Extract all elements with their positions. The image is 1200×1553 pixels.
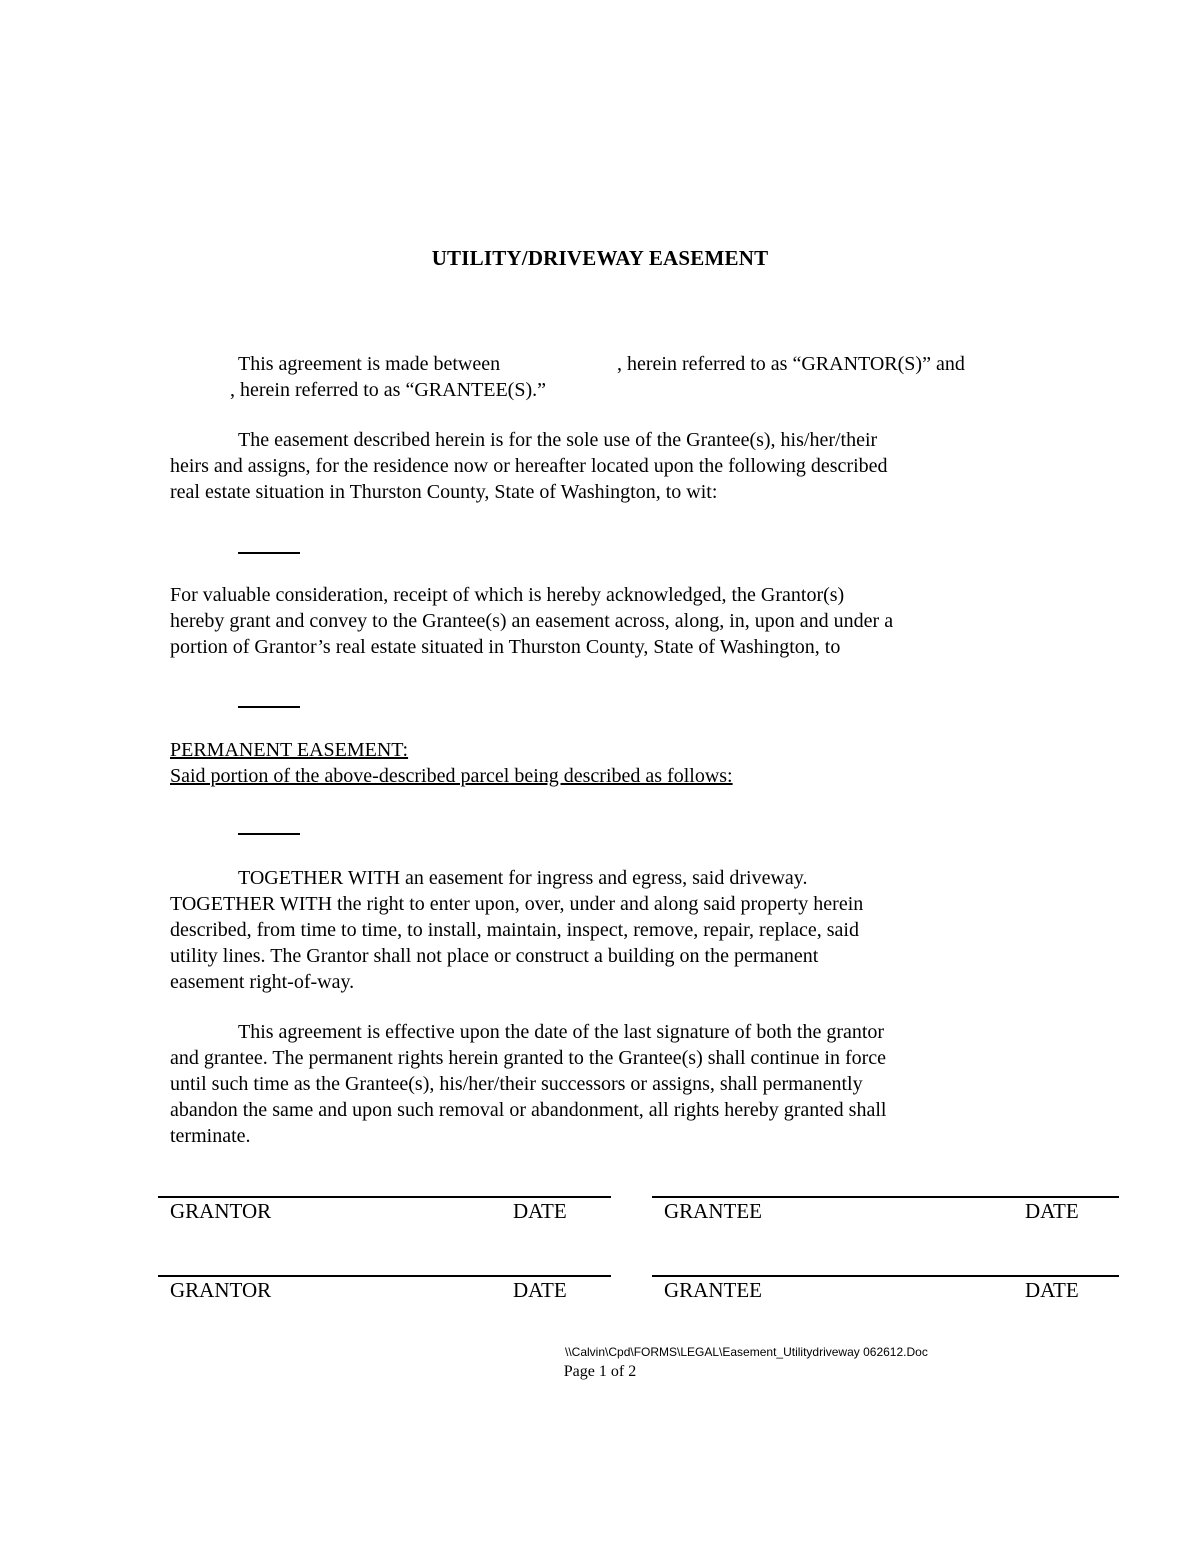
effective-line-2: and grantee. The permanent rights herein granted to the Grantee(s) shall continue in force: [170, 1047, 887, 1069]
easement-use-line-3: real estate situation in Thurston County, State of Washington, to wit:: [170, 481, 718, 503]
grantor-date-label-1: DATE: [513, 1199, 567, 1223]
grantor-signature-line-2[interactable]: [158, 1275, 611, 1277]
consideration-line-1: For valuable consideration, receipt of which is hereby acknowledged, the Grantor(s): [170, 584, 845, 606]
grantee-label-1: GRANTEE: [664, 1199, 762, 1223]
effective-line-1: This agreement is effective upon the date of the last signature of both the grantor: [238, 1021, 885, 1043]
together-line-1: TOGETHER WITH an easement for ingress and egress, said driveway.: [238, 867, 808, 889]
permanent-easement-subheading: Said portion of the above-described parcel being described as follows:: [170, 765, 733, 787]
intro-line-2: , herein referred to as “GRANTEE(S).”: [230, 379, 546, 401]
grantee-date-label-1: DATE: [1025, 1199, 1079, 1223]
grantor-label-1: GRANTOR: [170, 1199, 272, 1223]
together-line-3: described, from time to time, to install, maintain, inspect, remove, repair, replace, said: [170, 919, 859, 941]
together-line-2: TOGETHER WITH the right to enter upon, over, under and along said property herein: [170, 893, 864, 915]
footer-file-path: \\Calvin\Cpd\FORMS\LEGAL\Easement_Utilitydriveway 062612.Doc: [565, 1345, 928, 1359]
grantee-signature-line-2[interactable]: [652, 1275, 1119, 1277]
permanent-easement-heading: PERMANENT EASEMENT:: [170, 739, 409, 761]
consideration-line-3: portion of Grantor’s real estate situated in Thurston County, State of Washington, to: [170, 636, 841, 658]
together-line-5: easement right-of-way.: [170, 971, 355, 993]
grantor-label-2: GRANTOR: [170, 1278, 272, 1302]
legal-description-blank: [238, 552, 300, 554]
effective-line-3: until such time as the Grantee(s), his/her/their successors or assigns, shall permanently: [170, 1073, 863, 1095]
grantee-label-2: GRANTEE: [664, 1278, 762, 1302]
grantor-signature-line-1[interactable]: [158, 1196, 611, 1198]
permanent-description-blank: [238, 833, 300, 835]
effective-line-4: abandon the same and upon such removal or abandonment, all rights hereby granted shall: [170, 1099, 887, 1121]
grantor-date-label-2: DATE: [513, 1278, 567, 1302]
consideration-line-2: hereby grant and convey to the Grantee(s) an easement across, along, in, upon and under a: [170, 610, 894, 632]
grantee-date-label-2: DATE: [1025, 1278, 1079, 1302]
grantee-signature-line-1[interactable]: [652, 1196, 1119, 1198]
easement-use-line-1: The easement described herein is for the sole use of the Grantee(s), his/her/their: [238, 429, 878, 451]
footer-page-number: Page 1 of 2: [563, 1363, 637, 1380]
intro-line-1a: This agreement is made between: [238, 353, 501, 375]
effective-line-5: terminate.: [170, 1125, 251, 1147]
intro-line-1b: , herein referred to as “GRANTOR(S)” and: [617, 353, 965, 375]
easement-use-line-2: heirs and assigns, for the residence now or hereafter located upon the following described: [170, 455, 888, 477]
together-line-4: utility lines. The Grantor shall not place or construct a building on the permanent: [170, 945, 819, 967]
document-title: UTILITY/DRIVEWAY EASEMENT: [431, 246, 769, 270]
parcel-description-blank: [238, 706, 300, 708]
